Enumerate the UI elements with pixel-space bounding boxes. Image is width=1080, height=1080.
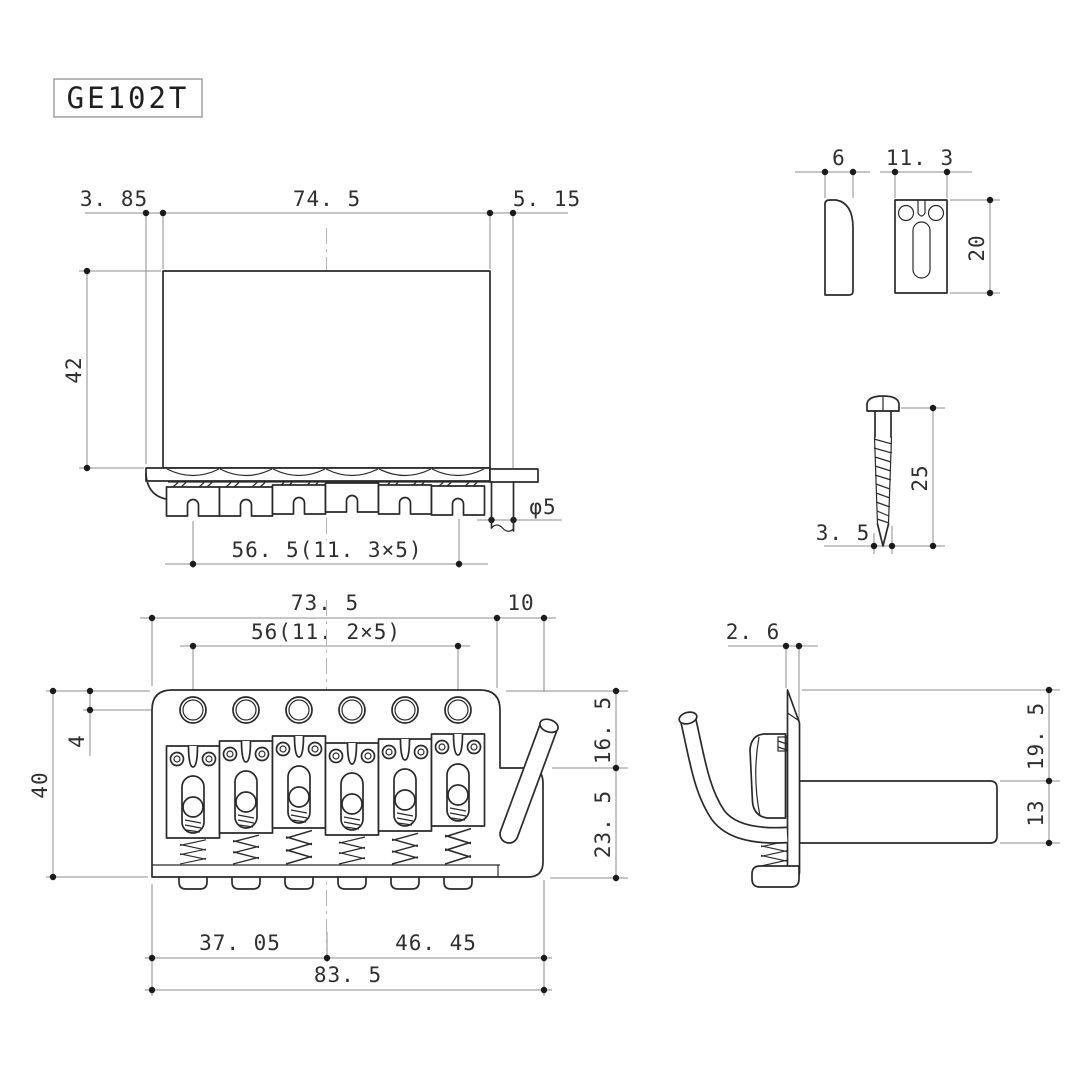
arm-socket-bar [490,469,538,482]
dim-saddle-length: 20 [965,234,989,262]
dim-upper-height: 16. 5 [591,695,615,765]
screw-drawing [867,396,899,546]
dim-plate-thickness: 2. 6 [725,620,781,644]
dim-upper-depth: 19. 5 [1024,701,1048,771]
front-view [28,591,628,996]
saddle-top-face [895,200,947,293]
side-view-drawing [678,690,997,887]
dim-plate-width-top: 74. 5 [292,187,362,211]
front-view-drawing [152,600,560,950]
saddle-side-profile [825,200,853,295]
arm-break-line [492,525,514,531]
dim-plate-width-front: 73. 5 [290,591,360,615]
mounting-screw-view [816,396,945,554]
dim-span-right: 46. 45 [395,931,477,955]
dim-plate-depth: 42 [62,356,86,384]
pivot-screw-head-side [752,866,799,887]
dim-overall-height: 40 [28,771,52,799]
top-view-drawing [146,228,538,540]
dim-saddle-thickness: 6 [832,146,846,170]
top-view [62,187,581,568]
dim-screw-diameter: 3. 5 [815,521,871,545]
dim-arm-diameter: φ5 [529,495,557,519]
saddle-detail-drawing [825,200,947,295]
dim-span-left: 37. 05 [199,931,281,955]
screw-threads [874,437,892,524]
dim-overall-width: 83. 5 [313,963,383,987]
saddle-shelf [146,468,490,481]
arm-shaft-top [492,482,514,531]
model-code-label: GE102T [66,81,190,115]
dim-arm-offset: 10 [507,591,535,615]
dim-saddle-width: 11. 3 [885,146,955,170]
bridge-plate-top [163,271,490,468]
dim-screw-length: 25 [908,464,932,492]
bridge-plate-side [788,690,800,877]
sustain-block-side [800,781,998,843]
dim-offset-left: 3. 85 [79,187,149,211]
dim-lower-height: 23. 5 [591,789,615,859]
dim-offset-right: 5. 15 [512,187,582,211]
dim-string-spread-front: 56(11. 2×5) [250,620,402,644]
dim-hole-inset: 4 [65,734,89,748]
screw-tip [878,524,889,546]
side-view [678,620,1060,887]
dim-block-thickness: 13 [1024,799,1048,827]
saddle-detail-view [795,146,1000,296]
dim-string-spread-top: 56. 5(11. 3×5) [231,538,423,562]
screw-neck [875,411,891,437]
title-block [54,79,202,117]
screw-dimensions [816,405,945,554]
